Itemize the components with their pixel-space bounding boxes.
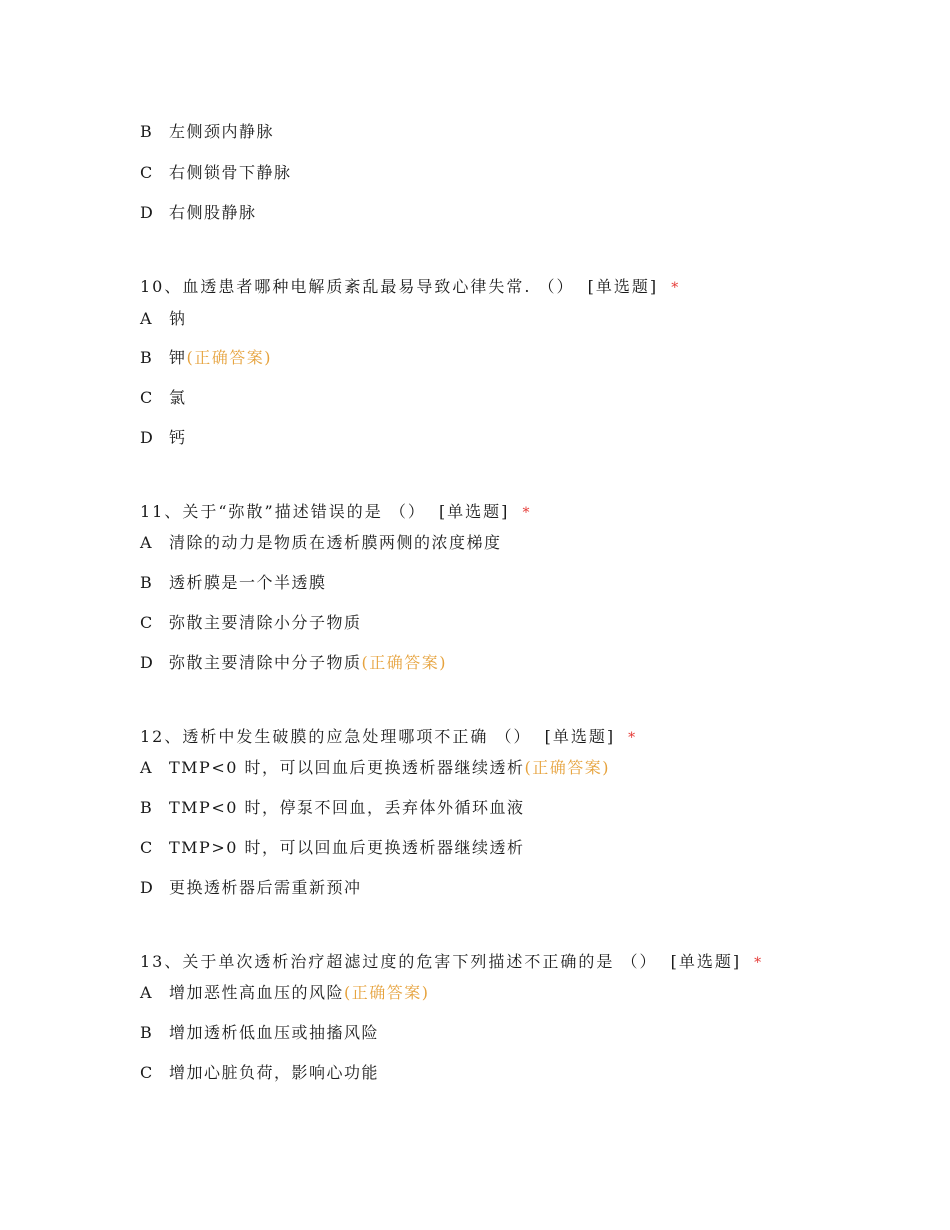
option-letter: D: [140, 653, 155, 672]
question-blank: （）: [389, 502, 426, 521]
option-text: 左侧颈内静脉: [169, 122, 275, 141]
question-text: 10、血透患者哪种电解质紊乱最易导致心律失常.: [140, 277, 532, 296]
q13-option-a: [140, 982, 430, 1004]
q12-option-a: [140, 757, 610, 779]
q10-option-d: [140, 427, 187, 449]
option-text: TMP<0 时，可以回血后更换透析器继续透析: [169, 758, 525, 777]
option-letter: C: [140, 1063, 154, 1082]
option-text: TMP>0 时，可以回血后更换透析器继续透析: [169, 838, 525, 857]
option-letter: B: [140, 348, 154, 367]
option-prev-b: [140, 121, 274, 143]
required-mark: *: [628, 730, 638, 746]
q11-option-d: [140, 652, 447, 674]
option-text: 弥散主要清除中分子物质: [169, 653, 362, 672]
option-letter: C: [140, 163, 154, 182]
option-text: 氯: [169, 388, 187, 407]
option-letter: A: [140, 983, 154, 1002]
option-letter: A: [140, 758, 154, 777]
option-text: 钾: [169, 348, 187, 367]
option-text: 右侧锁骨下静脉: [169, 163, 292, 182]
q11-option-a: [140, 532, 502, 554]
question-blank: （）: [495, 727, 532, 746]
option-letter: C: [140, 613, 154, 632]
option-letter: A: [140, 533, 154, 552]
option-letter: B: [140, 573, 154, 592]
q12-option-c: [140, 837, 525, 859]
question-10-title: [140, 276, 680, 299]
option-text: TMP<0 时，停泵不回血，丢弃体外循环血液: [169, 798, 525, 817]
question-11-title: [140, 501, 532, 524]
option-prev-d: [140, 202, 257, 224]
option-text: 增加透析低血压或抽搐风险: [169, 1023, 380, 1042]
question-type: [单选题]: [670, 952, 742, 971]
q13-option-c: [140, 1062, 379, 1084]
option-text: 钠: [169, 309, 187, 328]
option-letter: D: [140, 878, 155, 897]
option-letter: C: [140, 838, 154, 857]
q12-option-d: [140, 877, 362, 899]
question-12-title: [140, 726, 637, 749]
correct-answer-tag: (正确答案): [186, 348, 273, 367]
correct-answer-tag: (正确答案): [524, 758, 610, 777]
option-letter: B: [140, 1023, 154, 1042]
option-text: 清除的动力是物质在透析膜两侧的浓度梯度: [169, 533, 502, 552]
q12-option-b: [140, 797, 525, 819]
q11-option-c: [140, 612, 362, 634]
option-text: 更换透析器后需重新预冲: [169, 878, 362, 897]
q10-option-a: [140, 308, 187, 330]
question-text: 12、透析中发生破膜的应急处理哪项不正确: [140, 727, 489, 746]
correct-answer-tag: (正确答案): [361, 653, 448, 672]
q10-option-b: [140, 347, 272, 369]
q10-option-c: [140, 387, 187, 409]
q11-option-b: [140, 572, 327, 594]
question-text: 11、关于“弥散”描述错误的是: [140, 502, 383, 521]
q13-option-b: [140, 1022, 379, 1044]
option-text: 透析膜是一个半透膜: [169, 573, 327, 592]
option-letter: A: [140, 309, 154, 328]
required-mark: *: [671, 280, 681, 296]
option-letter: C: [140, 388, 154, 407]
question-blank: （）: [538, 277, 575, 296]
required-mark: *: [522, 505, 532, 521]
question-type: [单选题]: [438, 502, 510, 521]
question-13-title: [140, 951, 763, 974]
question-type: [单选题]: [544, 727, 616, 746]
option-letter: B: [140, 122, 154, 141]
option-text: 钙: [169, 428, 187, 447]
required-mark: *: [754, 955, 764, 971]
option-letter: B: [140, 798, 154, 817]
option-text: 弥散主要清除小分子物质: [169, 613, 362, 632]
option-text: 增加恶性高血压的风险: [169, 983, 345, 1002]
option-text: 增加心脏负荷，影响心功能: [169, 1063, 380, 1082]
option-prev-c: [140, 162, 292, 184]
question-blank: （）: [621, 952, 658, 971]
question-type: [单选题]: [587, 277, 659, 296]
correct-answer-tag: (正确答案): [344, 983, 430, 1002]
option-letter: D: [140, 428, 155, 447]
option-letter: D: [140, 203, 155, 222]
option-text: 右侧股静脉: [169, 203, 257, 222]
question-text: 13、关于单次透析治疗超滤过度的危害下列描述不正确的是: [140, 952, 615, 971]
